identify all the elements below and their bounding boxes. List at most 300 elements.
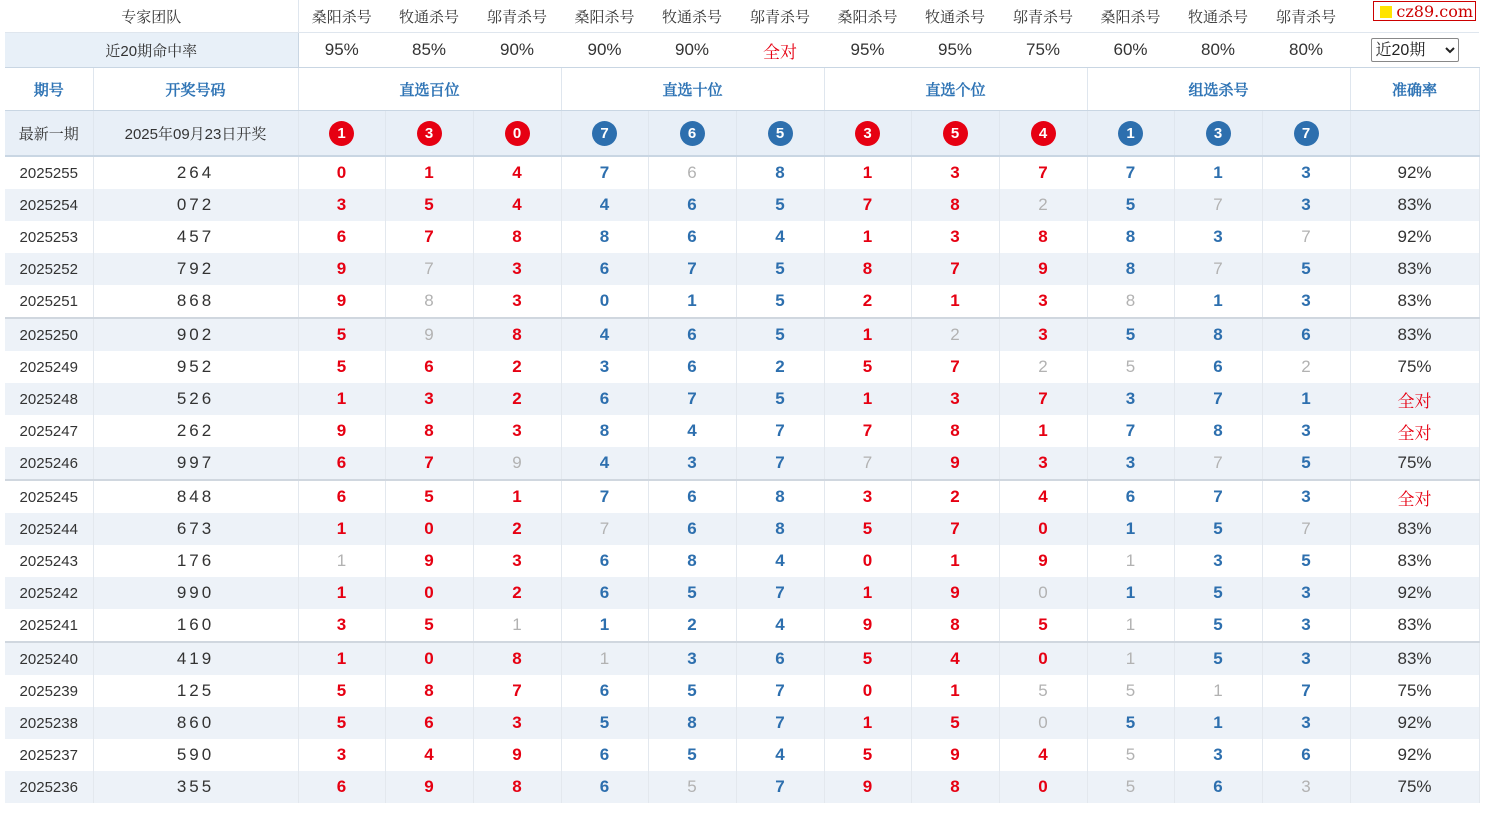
kill-number: 5 xyxy=(298,318,385,351)
kill-number: 8 xyxy=(736,480,824,513)
kill-number: 1 xyxy=(1087,577,1174,609)
latest-ball: 1 xyxy=(329,121,354,146)
kill-number: 1 xyxy=(561,609,648,642)
kill-number: 6 xyxy=(298,221,385,253)
table-row xyxy=(5,675,1479,707)
latest-ball: 7 xyxy=(1294,121,1319,146)
kill-number: 7 xyxy=(736,675,824,707)
kill-number: 6 xyxy=(561,545,648,577)
latest-accuracy xyxy=(1350,111,1479,157)
draw-code: 590 xyxy=(93,739,298,771)
expert-name: 桑阳杀号 xyxy=(824,0,911,33)
kill-number: 4 xyxy=(561,318,648,351)
kill-number-missed: 2 xyxy=(999,189,1087,221)
kill-number: 3 xyxy=(473,253,561,285)
kill-number: 7 xyxy=(385,447,473,480)
latest-ball: 0 xyxy=(505,121,530,146)
kill-number: 5 xyxy=(824,351,911,383)
latest-date: 2025年09月23日开奖 xyxy=(93,111,298,157)
accuracy-value: 75% xyxy=(1350,771,1479,803)
issue-number: 2025253 xyxy=(5,221,93,253)
accuracy-value: 92% xyxy=(1350,221,1479,253)
kill-number: 6 xyxy=(1262,318,1350,351)
issue-number: 2025242 xyxy=(5,577,93,609)
issue-number: 2025254 xyxy=(5,189,93,221)
kill-number: 5 xyxy=(736,253,824,285)
latest-ball: 5 xyxy=(768,121,793,146)
kill-number-missed: 6 xyxy=(648,156,736,189)
kill-number: 2 xyxy=(824,285,911,318)
kill-number: 7 xyxy=(911,513,999,545)
kill-number: 1 xyxy=(824,318,911,351)
issue-number: 2025239 xyxy=(5,675,93,707)
column-header-row xyxy=(5,68,1479,111)
kill-number: 3 xyxy=(824,480,911,513)
kill-number: 3 xyxy=(911,383,999,415)
kill-number: 0 xyxy=(999,642,1087,675)
accuracy-value: 83% xyxy=(1350,253,1479,285)
kill-number: 3 xyxy=(1174,221,1262,253)
kill-number: 9 xyxy=(298,285,385,318)
kill-number: 5 xyxy=(736,189,824,221)
kill-number: 0 xyxy=(385,577,473,609)
kill-number: 5 xyxy=(648,577,736,609)
kill-number-missed: 7 xyxy=(1262,513,1350,545)
draw-code: 860 xyxy=(93,707,298,739)
kill-number: 4 xyxy=(736,739,824,771)
accuracy-value: 全对 xyxy=(1350,415,1479,447)
kill-number-missed: 0 xyxy=(999,707,1087,739)
kill-number: 8 xyxy=(911,609,999,642)
kill-number: 7 xyxy=(736,415,824,447)
kill-number: 0 xyxy=(561,285,648,318)
kill-number: 6 xyxy=(648,189,736,221)
period-select-cell xyxy=(1350,33,1479,68)
kill-number: 1 xyxy=(911,675,999,707)
issue-number: 2025244 xyxy=(5,513,93,545)
kill-number: 3 xyxy=(1174,545,1262,577)
kill-number-missed: 9 xyxy=(473,447,561,480)
kill-number-missed: 3 xyxy=(1262,771,1350,803)
kill-number: 7 xyxy=(648,383,736,415)
kill-number: 1 xyxy=(648,285,736,318)
kill-number: 5 xyxy=(1087,707,1174,739)
kill-number: 3 xyxy=(1262,609,1350,642)
draw-code: 262 xyxy=(93,415,298,447)
draw-code: 952 xyxy=(93,351,298,383)
kill-number: 8 xyxy=(648,707,736,739)
kill-number: 2 xyxy=(473,383,561,415)
kill-table xyxy=(5,0,1480,803)
kill-number: 7 xyxy=(1087,415,1174,447)
latest-ball: 7 xyxy=(592,121,617,146)
kill-number-missed: 7 xyxy=(385,253,473,285)
accuracy-value: 75% xyxy=(1350,675,1479,707)
draw-code: 160 xyxy=(93,609,298,642)
table-row xyxy=(5,156,1479,189)
hit-rate-value: 全对 xyxy=(736,33,824,68)
kill-number: 6 xyxy=(561,383,648,415)
draw-code: 176 xyxy=(93,545,298,577)
kill-number: 1 xyxy=(473,480,561,513)
accuracy-value: 75% xyxy=(1350,351,1479,383)
accuracy-value: 全对 xyxy=(1350,383,1479,415)
kill-number: 3 xyxy=(473,285,561,318)
kill-number: 4 xyxy=(999,739,1087,771)
kill-number: 5 xyxy=(1174,513,1262,545)
kill-number: 8 xyxy=(473,318,561,351)
kill-number: 8 xyxy=(736,156,824,189)
draw-code: 990 xyxy=(93,577,298,609)
kill-number: 7 xyxy=(1087,156,1174,189)
draw-code: 848 xyxy=(93,480,298,513)
kill-number: 7 xyxy=(648,253,736,285)
kill-number: 4 xyxy=(736,609,824,642)
kill-number-missed: 1 xyxy=(1087,545,1174,577)
kill-number: 3 xyxy=(1262,285,1350,318)
kill-number: 3 xyxy=(298,609,385,642)
issue-number: 2025246 xyxy=(5,447,93,480)
expert-name: 牧通杀号 xyxy=(648,0,736,33)
kill-number: 8 xyxy=(385,675,473,707)
accuracy-value: 83% xyxy=(1350,189,1479,221)
kill-number: 6 xyxy=(561,675,648,707)
kill-number: 3 xyxy=(999,285,1087,318)
kill-number: 6 xyxy=(648,351,736,383)
issue-number: 2025237 xyxy=(5,739,93,771)
draw-code: 526 xyxy=(93,383,298,415)
kill-number: 3 xyxy=(473,545,561,577)
kill-number-missed: 1 xyxy=(1087,642,1174,675)
kill-number-missed: 5 xyxy=(648,771,736,803)
kill-number: 1 xyxy=(298,383,385,415)
kill-number: 3 xyxy=(298,189,385,221)
kill-number: 9 xyxy=(999,545,1087,577)
table-row xyxy=(5,318,1479,351)
table-row xyxy=(5,545,1479,577)
kill-number: 5 xyxy=(911,707,999,739)
kill-number: 0 xyxy=(824,675,911,707)
expert-name: 邬青杀号 xyxy=(736,0,824,33)
kill-number: 8 xyxy=(999,221,1087,253)
latest-ball-cell xyxy=(648,111,736,157)
accuracy-value: 83% xyxy=(1350,609,1479,642)
kill-number: 9 xyxy=(911,447,999,480)
kill-number: 7 xyxy=(1174,383,1262,415)
kill-number: 2 xyxy=(473,577,561,609)
kill-number-missed: 8 xyxy=(1087,285,1174,318)
table-row xyxy=(5,415,1479,447)
table-row xyxy=(5,739,1479,771)
kill-number: 7 xyxy=(561,480,648,513)
kill-number: 1 xyxy=(999,415,1087,447)
draw-code: 457 xyxy=(93,221,298,253)
hit-rate-value: 80% xyxy=(1174,33,1262,68)
table-row xyxy=(5,513,1479,545)
kill-number: 3 xyxy=(1174,739,1262,771)
expert-row xyxy=(5,0,1479,33)
kill-number: 8 xyxy=(1087,221,1174,253)
kill-number-missed: 9 xyxy=(385,318,473,351)
accuracy-value: 92% xyxy=(1350,577,1479,609)
kill-number: 9 xyxy=(911,577,999,609)
kill-number: 3 xyxy=(1262,415,1350,447)
kill-number: 5 xyxy=(736,318,824,351)
hit-rate-row xyxy=(5,33,1479,68)
kill-number: 7 xyxy=(385,221,473,253)
kill-number: 2 xyxy=(473,351,561,383)
kill-number: 7 xyxy=(736,707,824,739)
kill-number: 6 xyxy=(648,318,736,351)
kill-number: 4 xyxy=(999,480,1087,513)
kill-number: 6 xyxy=(561,253,648,285)
kill-number-missed: 1 xyxy=(1174,675,1262,707)
kill-number-missed: 7 xyxy=(1262,221,1350,253)
table-row xyxy=(5,642,1479,675)
hit-rate-value: 95% xyxy=(824,33,911,68)
issue-number: 2025252 xyxy=(5,253,93,285)
kill-number: 0 xyxy=(385,513,473,545)
kill-number: 4 xyxy=(561,189,648,221)
kill-number: 3 xyxy=(385,383,473,415)
kill-number: 3 xyxy=(473,707,561,739)
latest-ball-cell xyxy=(911,111,999,157)
accuracy-value: 全对 xyxy=(1350,480,1479,513)
kill-number: 7 xyxy=(473,675,561,707)
site-logo[interactable] xyxy=(1373,1,1476,21)
latest-ball-cell xyxy=(298,111,385,157)
kill-number: 2 xyxy=(736,351,824,383)
kill-number: 5 xyxy=(298,351,385,383)
hit-rate-value: 90% xyxy=(473,33,561,68)
col-code: 开奖号码 xyxy=(93,68,298,111)
issue-number: 2025248 xyxy=(5,383,93,415)
kill-number: 0 xyxy=(824,545,911,577)
kill-number: 5 xyxy=(1087,189,1174,221)
kill-number: 6 xyxy=(1262,739,1350,771)
latest-ball-cell xyxy=(824,111,911,157)
kill-number: 8 xyxy=(473,221,561,253)
accuracy-value: 92% xyxy=(1350,739,1479,771)
kill-number: 3 xyxy=(911,221,999,253)
kill-number: 8 xyxy=(1087,253,1174,285)
kill-number: 8 xyxy=(1174,318,1262,351)
kill-number: 3 xyxy=(1087,383,1174,415)
hit-rate-value: 80% xyxy=(1262,33,1350,68)
kill-number: 8 xyxy=(561,221,648,253)
hit-rate-value: 95% xyxy=(911,33,999,68)
kill-number: 3 xyxy=(1262,189,1350,221)
kill-number: 9 xyxy=(911,739,999,771)
kill-number: 8 xyxy=(473,771,561,803)
expert-name: 桑阳杀号 xyxy=(1087,0,1174,33)
hit-rate-label: 近20期命中率 xyxy=(5,33,298,68)
kill-number: 5 xyxy=(1262,545,1350,577)
kill-number: 1 xyxy=(298,513,385,545)
draw-code: 673 xyxy=(93,513,298,545)
issue-number: 2025240 xyxy=(5,642,93,675)
issue-number: 2025241 xyxy=(5,609,93,642)
kill-number: 5 xyxy=(648,739,736,771)
kill-number: 2 xyxy=(911,480,999,513)
kill-number: 3 xyxy=(1262,707,1350,739)
kill-number: 3 xyxy=(1262,480,1350,513)
kill-number-missed: 1 xyxy=(1087,609,1174,642)
kill-number: 7 xyxy=(736,577,824,609)
col-issue: 期号 xyxy=(5,68,93,111)
kill-number: 7 xyxy=(1262,675,1350,707)
kill-number: 6 xyxy=(561,739,648,771)
latest-ball: 5 xyxy=(943,121,968,146)
expert-name: 邬青杀号 xyxy=(473,0,561,33)
latest-ball: 3 xyxy=(1206,121,1231,146)
latest-label: 最新一期 xyxy=(5,111,93,157)
kill-number: 6 xyxy=(648,480,736,513)
accuracy-value: 83% xyxy=(1350,318,1479,351)
kill-number: 9 xyxy=(824,771,911,803)
kill-number: 9 xyxy=(298,415,385,447)
kill-number: 6 xyxy=(736,642,824,675)
kill-number: 1 xyxy=(1262,383,1350,415)
latest-ball-cell xyxy=(1262,111,1350,157)
kill-number-missed: 0 xyxy=(999,577,1087,609)
kill-number: 3 xyxy=(298,739,385,771)
latest-ball: 1 xyxy=(1118,121,1143,146)
kill-number: 6 xyxy=(648,513,736,545)
kill-number: 5 xyxy=(736,383,824,415)
kill-number-missed: 2 xyxy=(911,318,999,351)
kill-number: 6 xyxy=(298,447,385,480)
issue-number: 2025238 xyxy=(5,707,93,739)
kill-number: 6 xyxy=(385,707,473,739)
logo-square-icon xyxy=(1380,6,1392,18)
kill-number: 1 xyxy=(1174,707,1262,739)
hit-rate-value: 85% xyxy=(385,33,473,68)
draw-code: 868 xyxy=(93,285,298,318)
draw-code: 072 xyxy=(93,189,298,221)
issue-number: 2025245 xyxy=(5,480,93,513)
kill-number: 4 xyxy=(473,189,561,221)
kill-number: 4 xyxy=(911,642,999,675)
kill-number: 7 xyxy=(736,771,824,803)
kill-number: 9 xyxy=(999,253,1087,285)
kill-number: 1 xyxy=(385,156,473,189)
kill-number-missed: 5 xyxy=(1087,675,1174,707)
kill-number: 3 xyxy=(561,351,648,383)
kill-number-missed: 7 xyxy=(1174,447,1262,480)
kill-number-missed: 7 xyxy=(561,513,648,545)
kill-number: 0 xyxy=(999,513,1087,545)
kill-number: 1 xyxy=(298,642,385,675)
issue-number: 2025247 xyxy=(5,415,93,447)
kill-number-missed: 5 xyxy=(1087,771,1174,803)
kill-number: 5 xyxy=(824,739,911,771)
kill-number: 3 xyxy=(1262,577,1350,609)
kill-number-missed: 1 xyxy=(298,545,385,577)
table-row xyxy=(5,189,1479,221)
latest-ball-cell xyxy=(561,111,648,157)
kill-number: 3 xyxy=(648,642,736,675)
kill-number: 5 xyxy=(385,480,473,513)
kill-number: 1 xyxy=(824,383,911,415)
accuracy-value: 83% xyxy=(1350,513,1479,545)
kill-number: 2 xyxy=(648,609,736,642)
kill-number: 9 xyxy=(473,739,561,771)
kill-number: 3 xyxy=(1262,642,1350,675)
kill-number: 5 xyxy=(999,609,1087,642)
kill-number: 5 xyxy=(1087,318,1174,351)
latest-ball-cell xyxy=(999,111,1087,157)
kill-number: 3 xyxy=(1262,156,1350,189)
kill-number: 7 xyxy=(911,351,999,383)
kill-number: 5 xyxy=(298,675,385,707)
hit-rate-value: 75% xyxy=(999,33,1087,68)
kill-number-missed: 5 xyxy=(999,675,1087,707)
kill-number: 4 xyxy=(736,545,824,577)
issue-number: 2025236 xyxy=(5,771,93,803)
accuracy-value: 83% xyxy=(1350,642,1479,675)
latest-row xyxy=(5,111,1479,157)
kill-number: 1 xyxy=(1174,285,1262,318)
table-row xyxy=(5,480,1479,513)
kill-number: 7 xyxy=(911,253,999,285)
kill-number: 7 xyxy=(824,415,911,447)
table-row xyxy=(5,447,1479,480)
kill-number: 6 xyxy=(298,771,385,803)
issue-number: 2025249 xyxy=(5,351,93,383)
draw-code: 264 xyxy=(93,156,298,189)
period-select[interactable] xyxy=(1371,38,1459,62)
kill-number: 6 xyxy=(561,577,648,609)
kill-number: 5 xyxy=(385,609,473,642)
kill-number: 1 xyxy=(298,577,385,609)
kill-number: 8 xyxy=(824,253,911,285)
kill-number-missed: 7 xyxy=(1174,189,1262,221)
kill-number: 5 xyxy=(824,642,911,675)
kill-number: 8 xyxy=(1174,415,1262,447)
kill-number: 9 xyxy=(385,771,473,803)
table-row xyxy=(5,771,1479,803)
table-row xyxy=(5,221,1479,253)
kill-number: 6 xyxy=(385,351,473,383)
table-row xyxy=(5,609,1479,642)
kill-number: 7 xyxy=(736,447,824,480)
expert-name: 邬青杀号 xyxy=(1262,0,1350,33)
kill-number: 1 xyxy=(824,221,911,253)
kill-number: 7 xyxy=(561,156,648,189)
kill-number: 4 xyxy=(473,156,561,189)
kill-number: 9 xyxy=(824,609,911,642)
expert-name: 桑阳杀号 xyxy=(298,0,385,33)
kill-number: 3 xyxy=(999,318,1087,351)
kill-number: 1 xyxy=(1087,513,1174,545)
kill-number: 4 xyxy=(561,447,648,480)
kill-number-missed: 7 xyxy=(1174,253,1262,285)
kill-number: 0 xyxy=(385,642,473,675)
expert-name: 邬青杀号 xyxy=(999,0,1087,33)
latest-ball-cell xyxy=(736,111,824,157)
kill-number: 5 xyxy=(385,189,473,221)
draw-code: 125 xyxy=(93,675,298,707)
draw-code: 997 xyxy=(93,447,298,480)
kill-number: 5 xyxy=(1174,609,1262,642)
latest-ball-cell xyxy=(1087,111,1174,157)
kill-number: 6 xyxy=(1087,480,1174,513)
kill-number: 8 xyxy=(736,513,824,545)
kill-number: 3 xyxy=(648,447,736,480)
kill-number: 5 xyxy=(1262,253,1350,285)
hit-rate-value: 90% xyxy=(648,33,736,68)
